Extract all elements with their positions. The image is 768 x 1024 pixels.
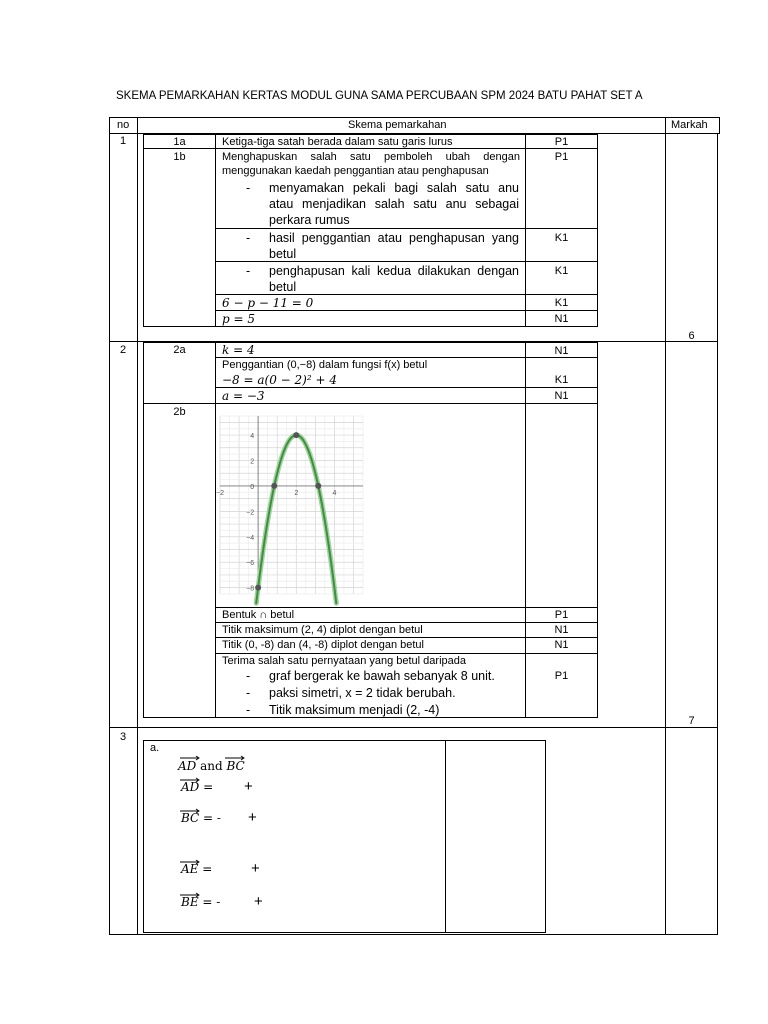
q1-bullet1-line3: perkara rumus <box>269 213 350 227</box>
question-number-1: 1 <box>120 135 127 147</box>
bullet-dash: - <box>246 686 251 700</box>
q1b-label: 1b <box>173 151 186 163</box>
q2-total-marks: 7 <box>688 715 695 727</box>
q1-equation-1-mark: K1 <box>554 297 569 309</box>
q3-be-expression: BE = - <box>181 895 221 909</box>
q1-bullet1-line1: menyamakan pekali bagi salah satu anu <box>269 181 519 195</box>
q3-ad-plus: + <box>244 778 253 795</box>
q3-bc-expression: BC = - <box>181 811 221 825</box>
question-number-3: 3 <box>120 731 127 743</box>
q1-bullet1-line2: atau menjadikan salah satu anu sebagai <box>269 197 519 211</box>
graph-grid <box>220 416 363 594</box>
plotted-point <box>271 483 277 489</box>
q1a-text: Ketiga-tiga satah berada dalam satu garis lurus <box>222 136 453 148</box>
q1-bullet3-line2: betul <box>269 280 297 294</box>
q3-ad-expression: AD = <box>181 780 214 794</box>
q3-ae-expression: AE = <box>181 862 213 876</box>
q2-a-mark: N1 <box>554 390 569 402</box>
q2-k-mark: N1 <box>554 345 569 357</box>
q2-substitution-mark: K1 <box>554 374 569 386</box>
y-tick-label: −4 <box>246 534 255 542</box>
header-skema: Skema pemarkahan <box>348 119 447 131</box>
q2b-accept-bullet2: paksi simetri, x = 2 tidak berubah. <box>269 686 456 700</box>
q2b-row2-mark: N1 <box>554 624 569 636</box>
q2b-row1-text: Bentuk ∩ betul <box>222 609 295 621</box>
question-number-2: 2 <box>120 344 127 356</box>
q2b-row1-mark: P1 <box>554 609 569 621</box>
q2a-label: 2a <box>173 344 186 356</box>
y-tick-label: 2 <box>250 458 255 466</box>
q2b-accept-text: Terima salah satu pernyataan yang betul daripada <box>222 655 466 667</box>
q2-k-line: k = 4 <box>222 343 255 357</box>
q2b-row3-mark: N1 <box>554 639 569 651</box>
q1a-mark: P1 <box>554 136 569 148</box>
q3-line1-text: AD and BC <box>178 759 245 773</box>
q1-equation-1: 6 − p − 11 = 0 <box>222 296 314 310</box>
plotted-point <box>315 483 321 489</box>
q1b-text-line1: Menghapuskan salah satu pemboleh ubah dengan <box>222 151 520 163</box>
q2b-row2-text: Titik maksimum (2, 4) diplot dengan betul <box>222 624 423 636</box>
header-markah: Markah <box>671 119 708 131</box>
q1-bullet2-line1: hasil penggantian atau penghapusan yang <box>269 231 519 245</box>
bullet-dash: - <box>246 181 251 195</box>
q3-bc-plus: + <box>248 809 257 826</box>
bullet-dash: - <box>246 669 251 683</box>
x-tick-label: 2 <box>294 489 299 497</box>
q1b-mark: P1 <box>554 151 569 163</box>
y-tick-label: −8 <box>246 585 255 593</box>
q3-ae-plus: + <box>251 860 260 877</box>
y-tick-label: −2 <box>246 509 255 517</box>
header-no: no <box>117 119 130 131</box>
q1-bullet2-mark: K1 <box>554 232 569 244</box>
y-tick-label: −6 <box>246 560 255 568</box>
q1-bullet3-line1: penghapusan kali kedua dilakukan dengan <box>269 264 519 278</box>
q1b-text-line2: menggunakan kaedah penggantian atau penghapusan <box>222 165 489 177</box>
parabola-graph <box>216 416 363 594</box>
q1-equation-2: p = 5 <box>222 312 255 326</box>
q1a-label: 1a <box>173 136 186 148</box>
q1-bullet2-line2: betul <box>269 247 297 261</box>
q2b-accept-bullet3: Titik maksimum menjadi (2, -4) <box>269 703 440 717</box>
q1-bullet3-mark: K1 <box>554 265 569 277</box>
q3-part-a-label: a. <box>150 742 160 754</box>
q2-substitution-equation: −8 = a(0 − 2)² + 4 <box>222 373 337 387</box>
q2-substitution-text: Penggantian (0,−8) dalam fungsi f(x) betul <box>222 359 428 371</box>
q2b-row3-text: Titik (0, -8) dan (4, -8) diplot dengan betul <box>222 639 424 651</box>
bullet-dash: - <box>246 264 251 278</box>
y-tick-label: 4 <box>250 433 255 441</box>
plotted-point <box>293 432 299 438</box>
plotted-point <box>255 585 261 591</box>
q2b-accept-mark: P1 <box>554 670 569 682</box>
bullet-dash: - <box>246 703 251 717</box>
x-tick-label: −2 <box>216 489 224 497</box>
bullet-dash: - <box>246 231 251 245</box>
q3-be-plus: + <box>254 893 263 910</box>
q2b-label: 2b <box>173 406 186 418</box>
document-title: SKEMA PEMARKAHAN KERTAS MODUL GUNA SAMA PERCUBAAN SPM 2024 BATU PAHAT SET A <box>116 90 643 102</box>
y-tick-label: 0 <box>250 483 255 491</box>
x-tick-label: 4 <box>332 489 337 497</box>
q2b-accept-bullet1: graf bergerak ke bawah sebanyak 8 unit. <box>269 669 495 683</box>
q1-equation-2-mark: N1 <box>554 313 569 325</box>
q2-a-line: a = −3 <box>222 389 265 403</box>
q1-total-marks: 6 <box>688 330 695 342</box>
